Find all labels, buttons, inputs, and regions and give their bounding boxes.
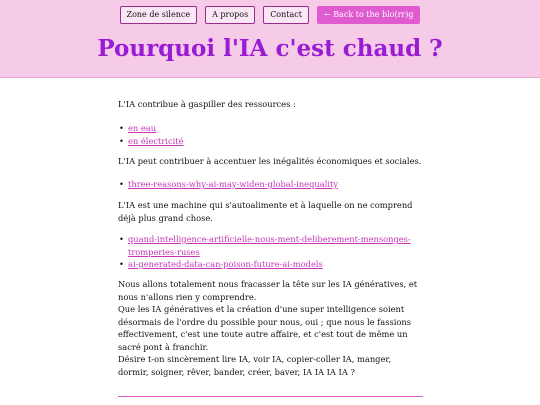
list-item (128, 135, 184, 148)
nav-apropos-button[interactable]: A propos (205, 6, 255, 24)
conclusion-line: Que les IA génératives et la création d'une super intelligence soient désormais de l'ordre du possible pour nous, oui ; que nous le fassions effectivement, c'est une toute autre affaire, et c'est tout de même un sacré pont à franchir. (118, 304, 411, 352)
list-item (128, 122, 184, 135)
page-header (0, 0, 540, 78)
conclusion-line: Nous allons totalement nous fracasser la tête sur les IA génératives, et nous n'allons rien y comprendre. (118, 279, 418, 302)
inequality-links-list (118, 178, 338, 191)
paragraph-self-feeding: L'IA est une machine qui s'autoalimente et à laquelle on ne comprend déjà plus grand chose. (118, 200, 413, 223)
link-ai-poison[interactable]: ai-generated-data-can-poison-future-ai-models (128, 259, 323, 269)
footer-divider (118, 396, 423, 397)
link-electricity[interactable]: en électricité (128, 135, 184, 146)
page-title: Pourquoi l'IA c'est chaud ? (97, 35, 443, 62)
conclusion-line: Désire t-on sincèrement lire IA, voir IA, copier-coller IA, manger, dormir, soigner, rêver, bander, créer, baver, IA IA IA IA ? (118, 354, 392, 377)
resource-links-list (118, 122, 184, 147)
back-to-blog-button[interactable]: ← Back to the blo(rr)g (317, 6, 421, 24)
list-item (128, 178, 338, 191)
nav-silence-button[interactable]: Zone de silence (120, 6, 198, 24)
link-water[interactable]: en eau (128, 123, 157, 133)
nav-contact-button[interactable]: Contact (263, 6, 309, 24)
paragraph-resources: L'IA contribue à gaspiller des ressources : (118, 99, 296, 109)
paragraph-conclusion (118, 278, 423, 378)
link-ai-lies[interactable]: quand-intelligence-artificielle-nous-ment-deliberement-mensonges-tromperies-ruses (128, 234, 411, 257)
self-feeding-links-list (118, 233, 423, 271)
list-item (128, 258, 423, 271)
paragraph-inequality: L'IA peut contribuer à accentuer les inégalités économiques et sociales. (118, 156, 422, 166)
list-item (128, 233, 423, 258)
link-inequality[interactable]: three-reasons-why-ai-may-widen-global-inequality (128, 179, 339, 189)
top-nav (0, 6, 540, 24)
